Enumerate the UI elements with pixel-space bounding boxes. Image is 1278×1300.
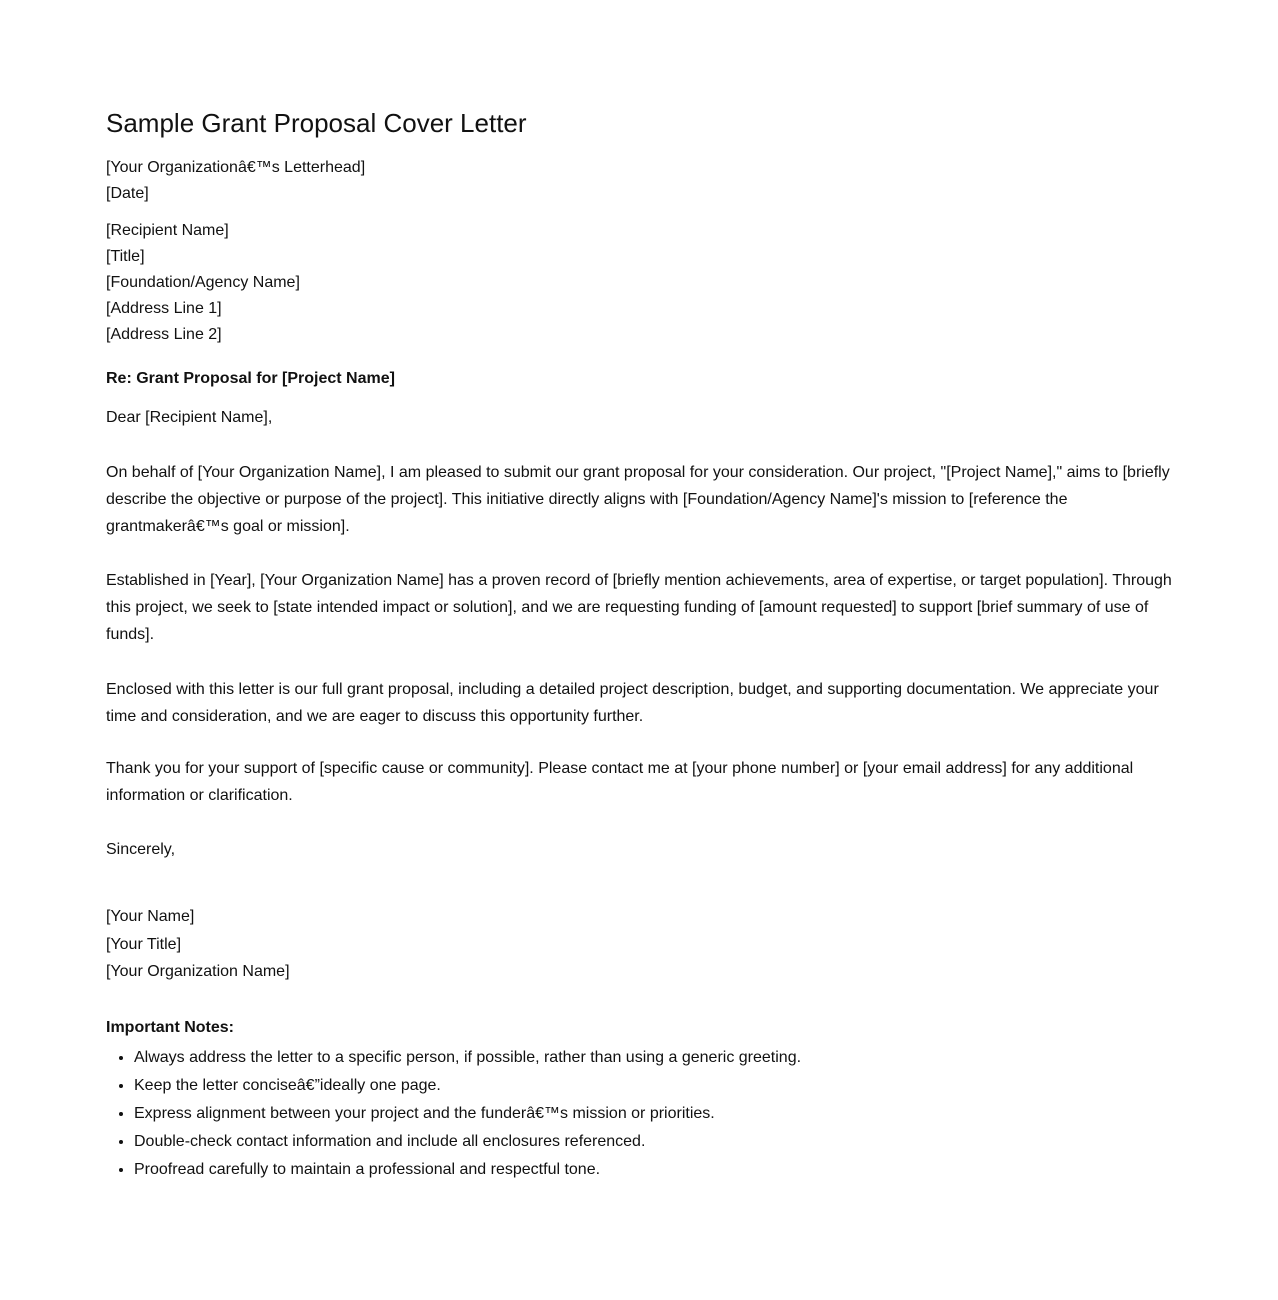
list-item: • Proofread carefully to maintain a professional and respectful tone. [134,1156,801,1184]
notes-heading: Important Notes: [106,1019,234,1036]
signer-organization: [Your Organization Name] [106,963,290,980]
body-paragraph: Established in [Year], [Your Organization Name] has a proven record of [briefly mention achievements, area of expertise, or target population]. Through this project, we seek to [state intended impact or solution], and we are requesting funding of [amount requested] to support [brief summary of use of funds]. [106,572,1172,643]
list-item: • Always address the letter to a specific person, if possible, rather than using a generic greeting. [134,1044,801,1072]
letterhead: [Your Organizationâ€™s Letterhead] [106,159,366,176]
list-item: • Double-check contact information and include all enclosures referenced. [134,1128,801,1156]
signer-name: [Your Name] [106,908,195,925]
recipient-address-line-1: [Address Line 1] [106,300,222,317]
page-title: Sample Grant Proposal Cover Letter [106,108,527,138]
recipient-title: [Title] [106,248,145,265]
recipient-block [106,218,300,348]
body-paragraph: On behalf of [Your Organization Name], I am pleased to submit our grant proposal for your consideration. Our project, "[Project Name]," aims to [briefly describe the objective or purpose of the project]. This initiative directly aligns with [Foundation/Agency Name]'s mission to [reference the grantmakerâ€™s goal or mission]. [106,464,1170,535]
body-paragraph: Enclosed with this letter is our full grant proposal, including a detailed project description, budget, and supporting documentation. We appreciate your time and consideration, and we are eager to discuss this opportunity further. [106,681,1159,725]
salutation: Dear [Recipient Name], [106,409,273,426]
signer-title: [Your Title] [106,935,182,953]
letter-date: [Date] [106,185,149,202]
recipient-organization: [Foundation/Agency Name] [106,274,300,291]
signature-block [106,903,290,986]
recipient-address-line-2: [Address Line 2] [106,326,222,343]
notes-list [106,1044,801,1184]
list-item: • Express alignment between your project and the funderâ€™s mission or priorities. [134,1100,801,1128]
sender-block [106,155,365,207]
subject-line: Re: Grant Proposal for [Project Name] [106,370,395,387]
body-paragraph: Thank you for your support of [specific cause or community]. Please contact me at [your phone number] or [your email address] for any additional information or clarification. [106,760,1134,804]
closing: Sincerely, [106,841,176,858]
list-item: • Keep the letter conciseâ€”ideally one page. [134,1072,801,1100]
recipient-name: [Recipient Name] [106,222,229,239]
